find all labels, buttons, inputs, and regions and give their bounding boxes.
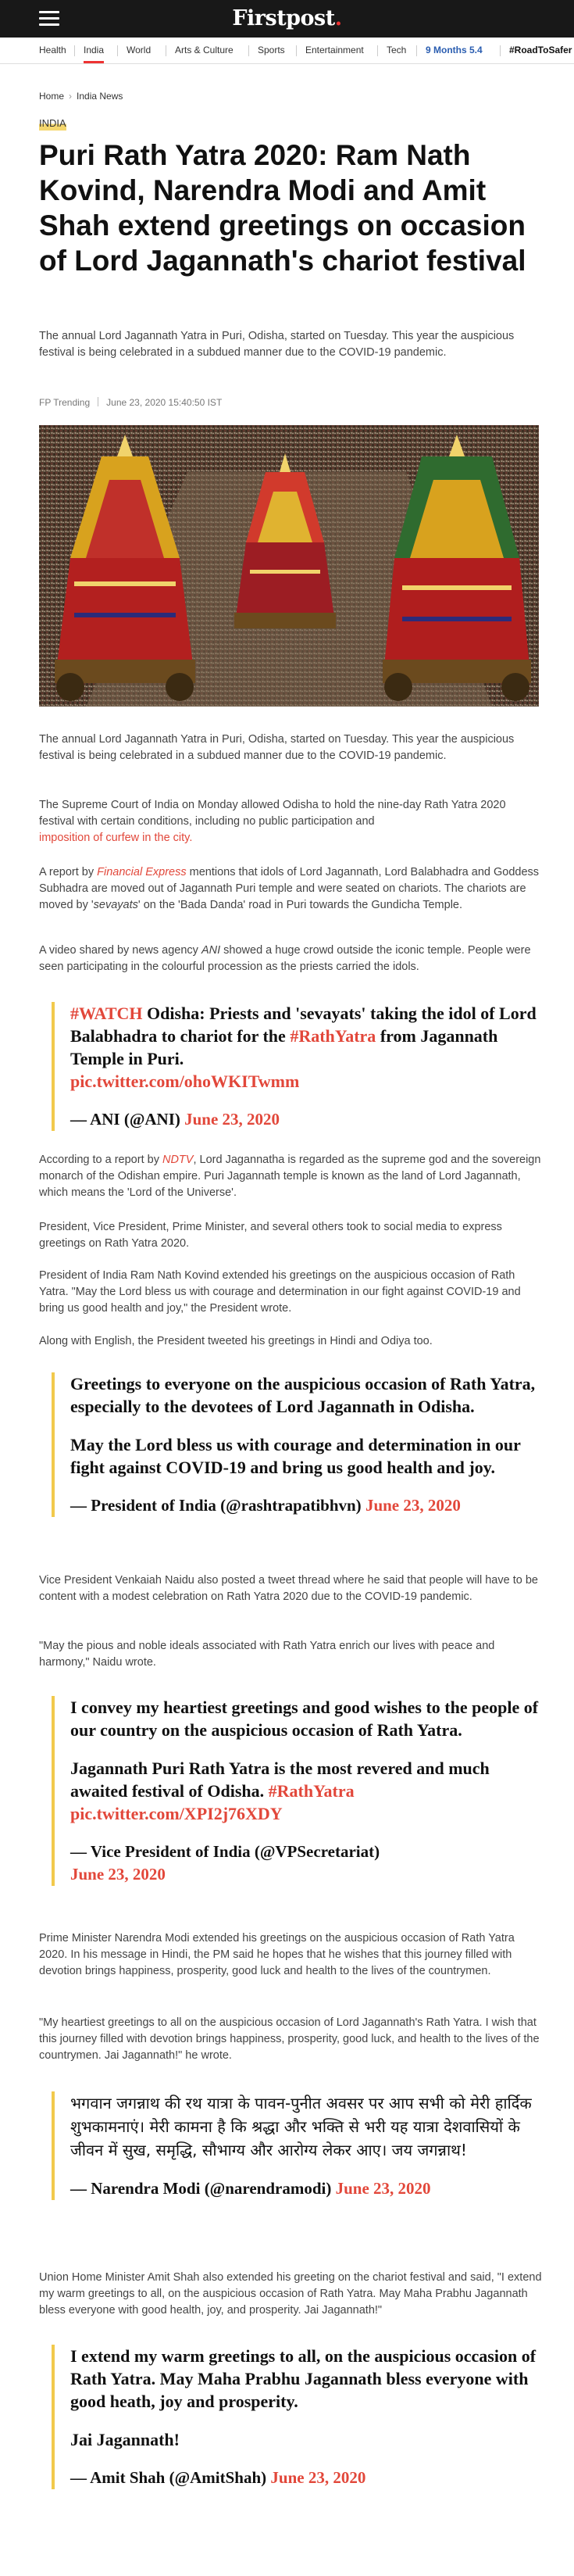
embedded-tweet-amit-shah: I extend my warm greetings to all, on the auspicious occasion of Rath Yatra. May Maha Prabhu Jagannath bless everyone with good heath, joy and prosperity. Jai Jagannath! — Amit Shah (@AmitShah) June 23, 2020: [52, 2345, 544, 2489]
breadcrumb-section[interactable]: India News: [77, 91, 123, 102]
publish-date: June 23, 2020 15:40:50 IST: [106, 397, 223, 408]
tweet-attribution: — ANI (@ANI) June 23, 2020: [70, 1110, 280, 1129]
article-title: Puri Rath Yatra 2020: Ram Nath Kovind, Narendra Modi and Amit Shah extend greetings on occasion of Lord Jagannath's chariot festival: [39, 139, 526, 277]
embedded-tweet-president: Greetings to everyone on the auspicious occasion of Rath Yatra, especially to the devotees of Lord Jagannath in Odisha. May the Lord bless us with courage and determination in our fight against COVID-19 and bring us good health and joy. — President of India (@rashtrapatibhvn) June 23, 2020: [52, 1372, 544, 1517]
hashtag-rathyatra[interactable]: #RathYatra: [268, 1781, 355, 1801]
nav-item-9-months[interactable]: 9 Months 5.4: [426, 45, 483, 55]
tweet-attribution: — Vice President of India (@VPSecretariat) June 23, 2020: [70, 1842, 380, 1884]
embedded-tweet-ani: #WATCH Odisha: Priests and 'sevayats' taking the idol of Lord Balabhadra to chariot for the #RathYatra from Jagannath Temple in Puri. pic.twitter.com/ohoWKITwmm — ANI (@ANI) June 23, 2020: [52, 1002, 544, 1131]
curfew-link[interactable]: imposition of curfew in the city.: [39, 832, 193, 844]
tweet-attribution: — Narendra Modi (@narendramodi) June 23, 2020: [70, 2179, 431, 2198]
nav-item-health[interactable]: Health: [39, 45, 66, 55]
tweet-attribution: — President of India (@rashtrapatibhvn) June 23, 2020: [70, 1496, 461, 1515]
paragraph-amit-shah: Union Home Minister Amit Shah also extended his greeting on the chariot festival and said, "I extend my warm greetings to all, on the auspicious occasion of Rath Yatra. May Maha Prabhu Jagannath bless everyone with good health, joy, and prosperity. Jai Jagannath!": [39, 2271, 542, 2317]
tweet-media-link[interactable]: pic.twitter.com/XPI2j76XDY: [70, 1804, 283, 1823]
breadcrumb-home[interactable]: Home: [39, 91, 65, 102]
tweet-date-link[interactable]: June 23, 2020: [184, 1110, 280, 1129]
breadcrumb: Home › India News: [39, 91, 123, 102]
tweet-date-link[interactable]: June 23, 2020: [365, 1496, 461, 1515]
site-logo[interactable]: Firstpost.: [232, 6, 342, 30]
paragraph-prime-minister: Prime Minister Narendra Modi extended his greetings on the auspicious occasion of Rath Yatra 2020. In his message in Hindi, the PM said he hopes that he wishes that this journey filled with devotion brings happiness, prosperity, good luck and health to the lives of the countrymen.: [39, 1932, 515, 1977]
site-header: [0, 0, 574, 38]
nav-item-india[interactable]: India: [84, 38, 104, 63]
article-summary: The annual Lord Jagannath Yatra in Puri, Odisha, started on Tuesday. This year the auspicious festival is being celebrated in a subdued manner due to the COVID-19 pandemic.: [39, 330, 515, 359]
nav-item-world[interactable]: World: [127, 45, 152, 55]
paragraph-vice-president: Vice President Venkaiah Naidu also posted a tweet thread where he said that people will have to be content with a modest celebration on Rath Yatra 2020 due to the COVID-19 pandemic.: [39, 1574, 538, 1603]
section-nav: [0, 38, 574, 64]
hero-image: [39, 425, 539, 707]
image-caption: The annual Lord Jagannath Yatra in Puri, Odisha, started on Tuesday. This year the auspicious festival is being celebrated in a subdued manner due to the COVID-19 pandemic.: [39, 733, 515, 762]
financial-express-link[interactable]: Financial Express: [97, 866, 187, 878]
embedded-tweet-vice-president: I convey my heartiest greetings and good wishes to the people of our country on the auspicious occasion of Rath Yatra. Jagannath Puri Rath Yatra is the most revered and much awaited festival of Odisha. #RathYatra pic.twitter.com/XPI2j76XDY — Vice President of India (@VPSecretariat) June 23, 2020: [52, 1696, 544, 1886]
tweet-media-link[interactable]: pic.twitter.com/ohoWKITwmm: [70, 1072, 300, 1091]
paragraph-president: President of India Ram Nath Kovind extended his greetings on the auspicious occasion of Rath Yatra. "May the Lord bless us with courage and determination in our fight against COVID-19 and bring us good health and joy," the President wrote.: [39, 1269, 521, 1315]
nav-item-arts-culture[interactable]: Arts & Culture: [175, 45, 234, 55]
tweet-date-link[interactable]: June 23, 2020: [70, 1865, 166, 1884]
paragraph-ndtv: According to a report by NDTV, Lord Jagannatha is regarded as the supreme god and the sovereign monarch of the Odishan empire. Puri Jagannath temple is known as the land of Lord Jagannath, which means the 'Lord of the Universe'.: [39, 1154, 541, 1199]
tweet-date-link[interactable]: June 23, 2020: [270, 2468, 366, 2487]
paragraph-naidu-quote: "May the pious and noble ideals associated with Rath Yatra enrich our lives with peace and harmony," Naidu wrote.: [39, 1640, 495, 1669]
byline: [39, 397, 222, 408]
hashtag-rathyatra[interactable]: #RathYatra: [290, 1026, 376, 1046]
paragraph-modi-quote: "My heartiest greetings to all on the auspicious occasion of Lord Jagannath's Rath Yatra. I wish that this journey filled with devotion brings happiness, prosperity, good luck, and health to the lives of the countrymen. Jai Jagannath!" he wrote.: [39, 2016, 540, 2062]
nav-item-sports[interactable]: Sports: [258, 45, 285, 55]
paragraph-greetings: President, Vice President, Prime Minister, and several others took to social media to express greetings on Rath Yatra 2020.: [39, 1221, 502, 1250]
tweet-attribution: — Amit Shah (@AmitShah) June 23, 2020: [70, 2468, 366, 2487]
author-name[interactable]: FP Trending: [39, 397, 91, 408]
nav-item-road-to-safer[interactable]: #RoadToSafer: [509, 45, 572, 55]
rath-yatra-chariots-photo: [39, 425, 539, 707]
paragraph-supreme-court: The Supreme Court of India on Monday allowed Odisha to hold the nine-day Rath Yatra 2020 festival with certain conditions, including no public participation and imposition of curfew in the city.: [39, 799, 506, 844]
paragraph-languages: Along with English, the President tweeted his greetings in Hindi and Odiya too.: [39, 1335, 433, 1347]
hashtag-watch[interactable]: #WATCH: [70, 1004, 143, 1023]
embedded-tweet-modi: भगवान जगन्नाथ की रथ यात्रा के पावन-पुनीत अवसर पर आप सभी को मेरी हार्दिक शुभकामनाएं। मेरी कामना है कि श्रद्धा और भक्ति से भरी यह यात्रा देशवासियों के जीवन में सुख, समृद्धि, सौभाग्य और आरोग्य लेकर आए। जय जगन्नाथ! — Narendra Modi (@narendramodi) June 23, 2020: [52, 2091, 544, 2200]
nav-item-tech[interactable]: Tech: [387, 45, 407, 55]
paragraph-financial-express: A report by Financial Express mentions that idols of Lord Jagannath, Lord Balabhadra and Goddess Subhadra are moved out of Jagannath Puri temple and were seated on chariots. The chariots are moved by 'sevayats' on the 'Bada Danda' road in Puri towards the Gundicha Temple.: [39, 866, 540, 911]
paragraph-ani-video: A video shared by news agency ANI showed a huge crowd outside the iconic temple. People were seen participating in the colourful procession as the priests carried the idols.: [39, 944, 531, 973]
tweet-date-link[interactable]: June 23, 2020: [335, 2179, 431, 2198]
ndtv-link[interactable]: NDTV: [162, 1154, 194, 1166]
category-label[interactable]: INDIA: [39, 117, 66, 129]
nav-item-entertainment[interactable]: Entertainment: [305, 45, 364, 55]
